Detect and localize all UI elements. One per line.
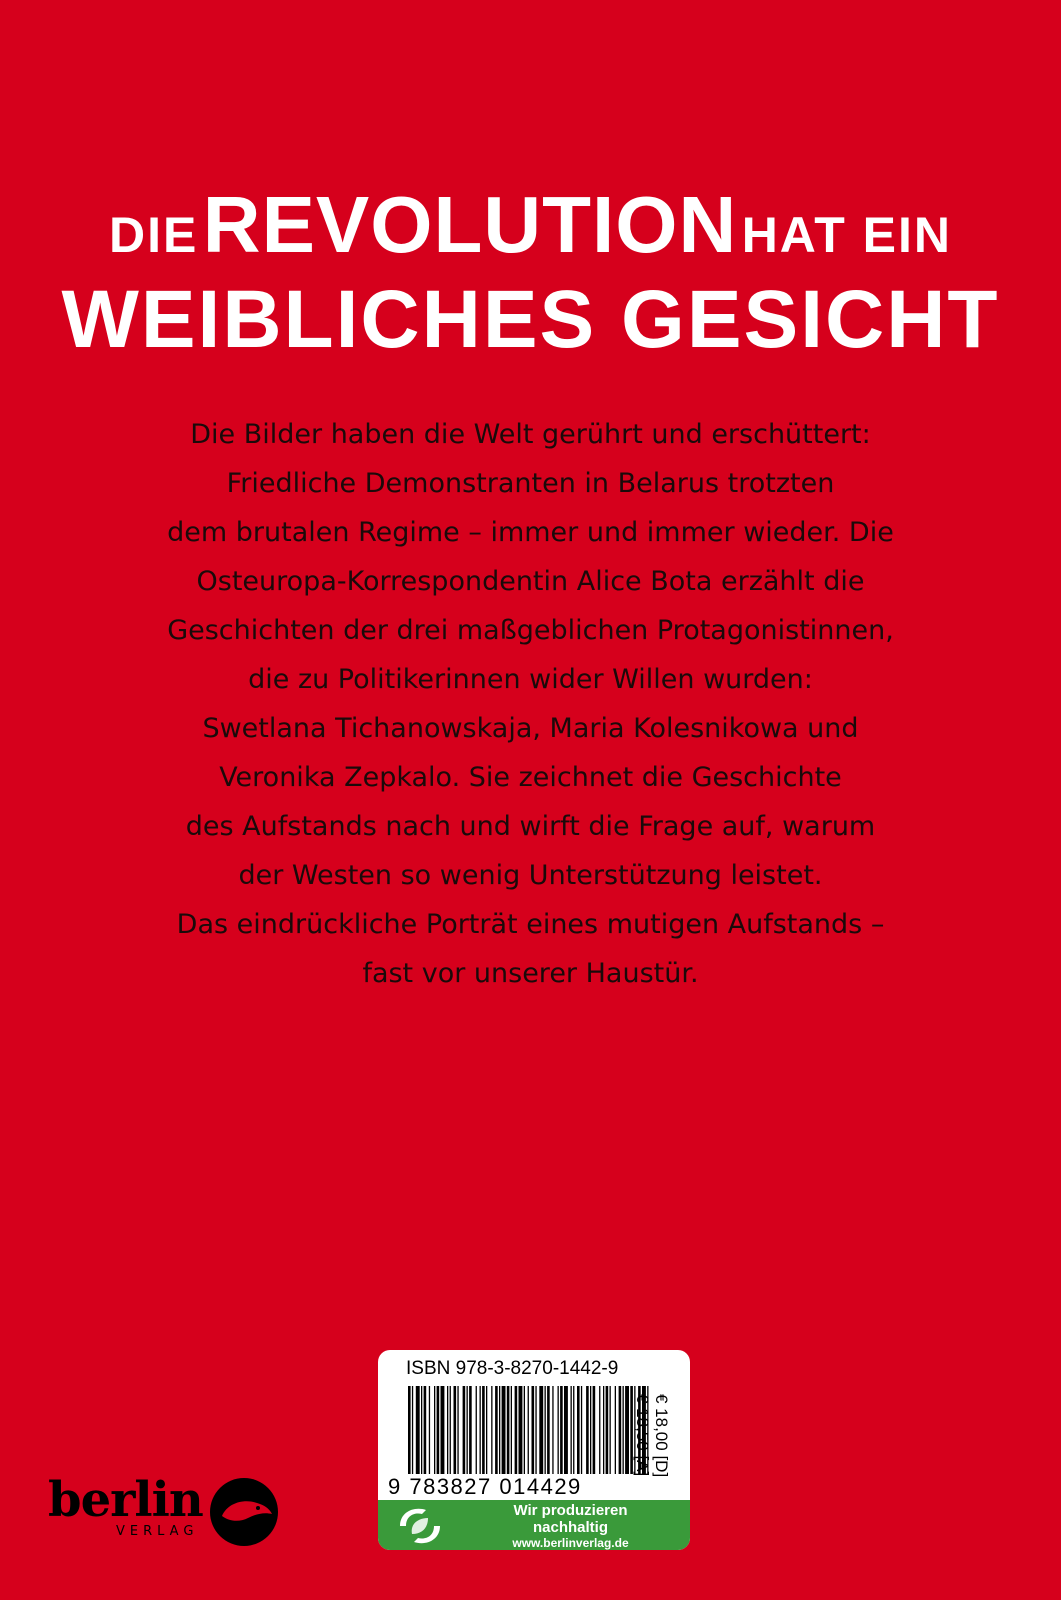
barcode-bar	[499, 1386, 500, 1474]
barcode-bar	[528, 1386, 529, 1474]
headline-line-1	[0, 180, 1061, 270]
blurb-text	[60, 410, 1001, 998]
blurb-line: Geschichten der drei maßgeblichen Protagonistinnen,	[167, 615, 894, 646]
barcode-bar	[532, 1386, 535, 1474]
barcode-panel	[378, 1350, 690, 1550]
barcode-bar	[552, 1386, 553, 1474]
barcode-bar	[450, 1386, 451, 1474]
barcode-bar	[571, 1386, 572, 1474]
barcode-bar	[603, 1386, 604, 1474]
headline-word-hat-ein: HAT EIN	[741, 207, 952, 263]
barcode-bar	[429, 1386, 430, 1474]
barcode-bar	[515, 1386, 518, 1474]
barcode-bar	[447, 1386, 448, 1474]
barcode-bar	[476, 1386, 477, 1474]
barcode-bar	[412, 1386, 413, 1474]
barcode-bar	[619, 1386, 622, 1474]
price-block	[633, 1394, 686, 1504]
barcode-bar	[593, 1386, 596, 1474]
blurb-line: dem brutalen Regime – immer und immer wieder. Die	[167, 517, 894, 548]
eco-line-1: Wir produzieren	[513, 1502, 628, 1519]
barcode-bar	[437, 1386, 440, 1474]
barcode-bar	[606, 1386, 609, 1474]
blurb-line: fast vor unserer Haustür.	[362, 958, 699, 989]
barcode-bar	[469, 1386, 472, 1474]
barcode-bar	[581, 1386, 582, 1474]
barcode-bar	[558, 1386, 559, 1474]
barcode-digits: 9 783827 014429	[388, 1474, 582, 1499]
barcode-bar	[560, 1386, 563, 1474]
blurb-line: des Aufstands nach und wirft die Frage auf, warum	[185, 811, 876, 842]
headline-word-weibliches-gesicht: WEIBLICHES GESICHT	[61, 274, 1000, 365]
recycle-leaf-icon	[392, 1504, 448, 1548]
price-at: € 18,50 [A]	[633, 1394, 652, 1477]
barcode-bar	[486, 1386, 487, 1474]
barcode-bar	[457, 1386, 458, 1474]
barcode-bar	[545, 1386, 546, 1474]
barcode-bar	[467, 1386, 468, 1474]
barcode-bar	[421, 1386, 422, 1474]
headline-word-revolution: REVOLUTION	[202, 180, 738, 269]
blurb-line: Die Bilder haben die Welt gerührt und erschüttert:	[190, 419, 871, 450]
blurb-line: Osteuropa-Korrespondentin Alice Bota erzählt die	[196, 566, 865, 597]
barcode-bar	[434, 1386, 435, 1474]
barcode-bar	[454, 1386, 457, 1474]
publisher-name: berlin	[48, 1472, 203, 1528]
barcode-bar	[625, 1386, 629, 1474]
blurb-line: die zu Politikerinnen wider Willen wurden:	[248, 664, 813, 695]
bear-emblem-icon	[208, 1472, 288, 1552]
barcode-bar	[535, 1386, 536, 1474]
publisher-sub: VERLAG	[116, 1524, 199, 1539]
barcode-bar	[590, 1386, 591, 1474]
barcode-bar	[577, 1386, 580, 1474]
barcode-bar	[623, 1386, 624, 1474]
price-de: € 18,00 [D]	[652, 1394, 671, 1478]
barcode-bar	[495, 1386, 498, 1474]
barcode-bar	[615, 1386, 616, 1474]
barcode-bar	[441, 1386, 445, 1474]
barcode-bar	[511, 1386, 512, 1474]
eco-banner	[378, 1500, 690, 1550]
blurb-line: Das eindrückliche Porträt eines mutigen Aufstands –	[176, 909, 885, 940]
barcode-bar	[480, 1386, 481, 1474]
blurb-line: Swetlana Tichanowskaja, Maria Kolesnikowa und	[202, 713, 859, 744]
blurb-line: der Westen so wenig Unterstützung leistet.	[238, 860, 823, 891]
barcode-bar	[524, 1386, 525, 1474]
barcode-bar	[599, 1386, 600, 1474]
eco-url: www.berlinverlag.de	[512, 1536, 629, 1550]
blurb-line: Friedliche Demonstranten in Belarus trotzten	[226, 468, 835, 499]
barcode-bar	[491, 1386, 492, 1474]
barcode-bar	[547, 1386, 550, 1474]
barcode-bars	[406, 1386, 651, 1474]
headline-word-die: DIE	[108, 207, 199, 263]
publisher-logo	[48, 1472, 288, 1552]
barcode-bar	[502, 1386, 506, 1474]
barcode-bar	[539, 1386, 543, 1474]
barcode-bar	[482, 1386, 485, 1474]
headline-line-2	[0, 270, 1061, 370]
barcode-bar	[586, 1386, 589, 1474]
eco-line-2: nachhaltig	[532, 1519, 608, 1536]
barcode-bar	[564, 1386, 568, 1474]
barcode-bar	[424, 1386, 427, 1474]
barcode-bar	[610, 1386, 611, 1474]
barcode-bar	[519, 1386, 523, 1474]
barcode-bar	[463, 1386, 466, 1474]
barcode-bar	[416, 1386, 420, 1474]
barcode-bar	[507, 1386, 510, 1474]
blurb-line: Veronika Zepkalo. Sie zeichnet die Geschichte	[219, 762, 842, 793]
isbn-label: ISBN 978-3-8270-1442-9	[406, 1358, 619, 1379]
barcode-bar	[573, 1386, 574, 1474]
barcode-bar	[408, 1386, 411, 1474]
headline	[0, 180, 1061, 370]
